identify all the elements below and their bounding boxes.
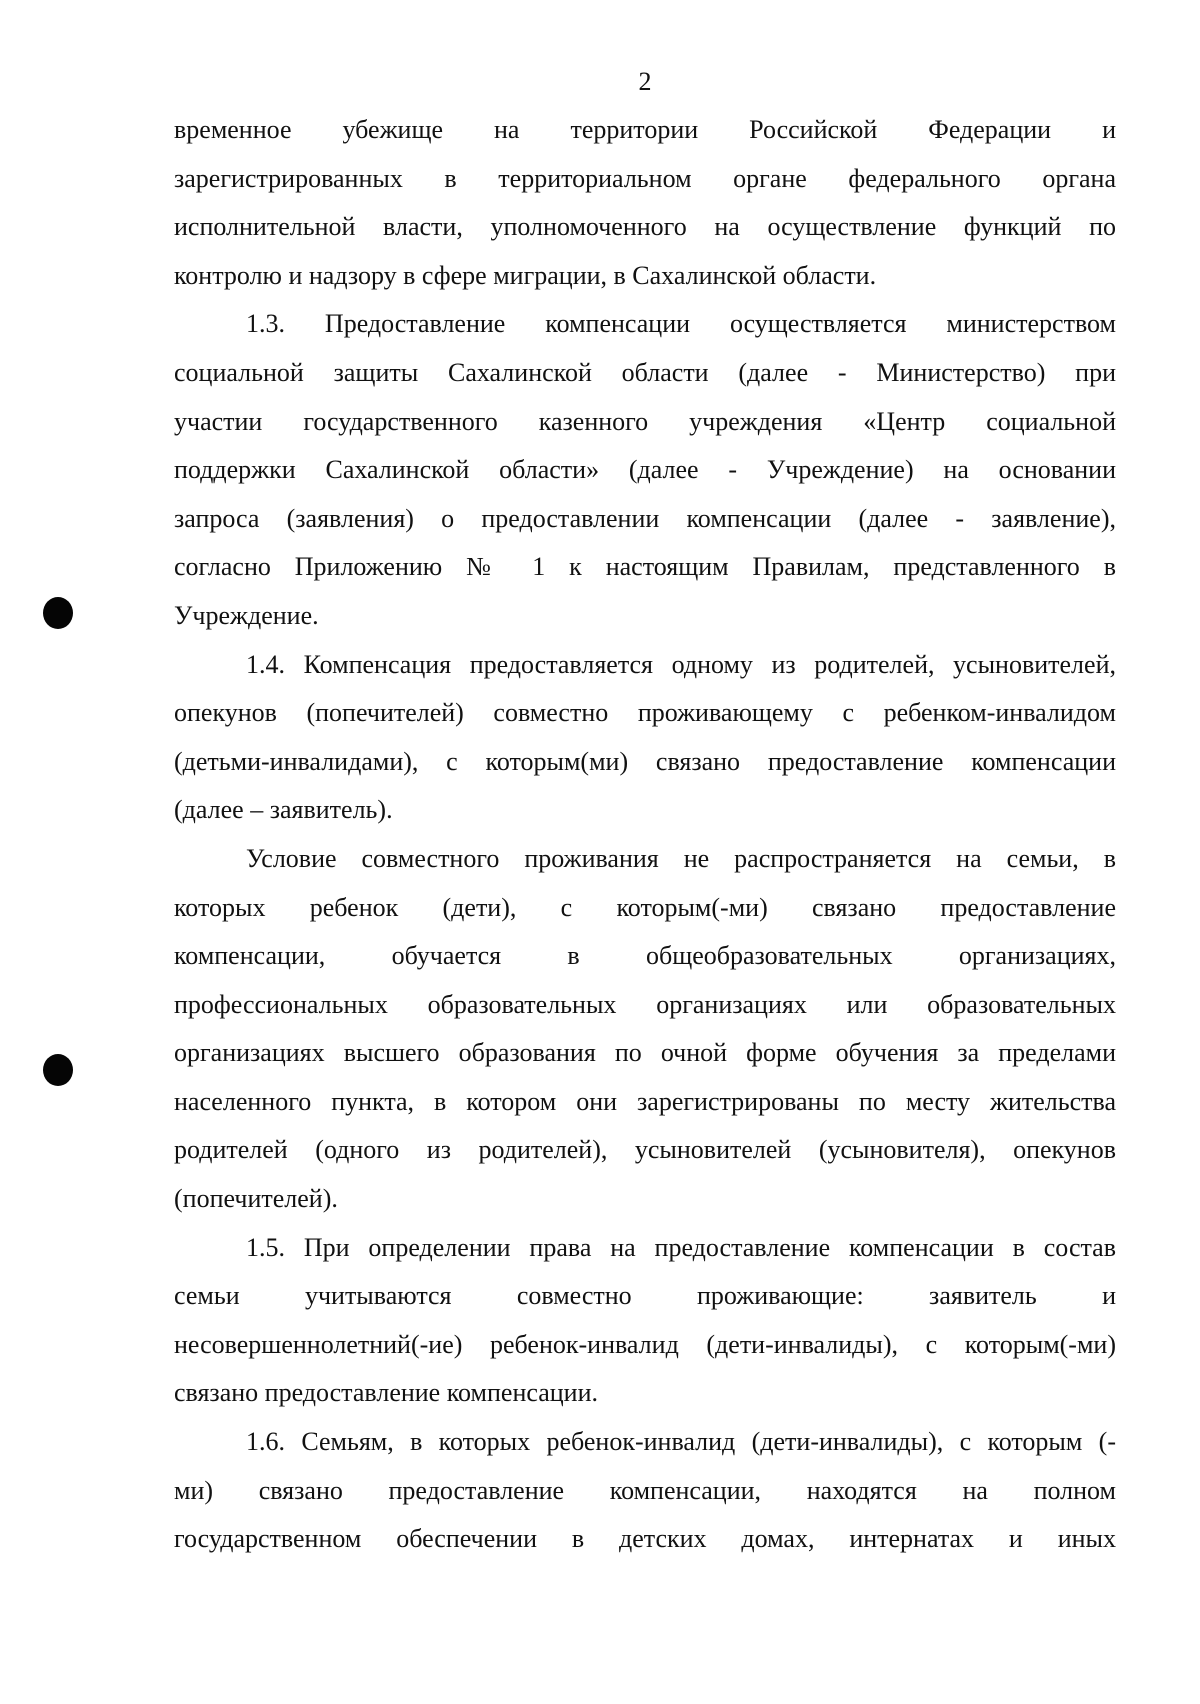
punch-hole [43, 597, 73, 629]
text-line: Условие совместного проживания не распространяется на семьи, в [246, 843, 1116, 873]
text-line: социальной защиты Сахалинской области (далее - Министерство) при [174, 357, 1116, 387]
punch-hole [43, 1054, 73, 1086]
text-line: ми) связано предоставление компенсации, находятся на полном [174, 1475, 1116, 1505]
text-line: (детьми-инвалидами), с которым(ми) связано предоставление компенсации [174, 746, 1116, 776]
text-line: 1.3. Предоставление компенсации осуществляется министерством [246, 309, 1116, 339]
text-line: опекунов (попечителей) совместно проживающему с ребенком-инвалидом [174, 698, 1116, 728]
text-line: семьи учитываются совместно проживающие: заявитель и [174, 1281, 1116, 1311]
text-line: 1.5. При определении права на предоставление компенсации в состав [246, 1232, 1116, 1262]
text-line: компенсации, обучается в общеобразовательных организациях, [174, 941, 1116, 971]
text-line: 1.6. Семьям, в которых ребенок-инвалид (дети-инвалиды), с которым (- [246, 1427, 1116, 1457]
text-line: несовершеннолетний(-ие) ребенок-инвалид (дети-инвалиды), с которым(-ми) [174, 1329, 1116, 1359]
document-body [174, 110, 1116, 1568]
text-line: 1.4. Компенсация предоставляется одному из родителей, усыновителей, [246, 649, 1116, 679]
text-line: которых ребенок (дети), с которым(-ми) связано предоставление [174, 892, 1116, 922]
text-line: исполнительной власти, уполномоченного на осуществление функций по [174, 212, 1116, 242]
text-line: профессиональных образовательных организациях или образовательных [174, 989, 1116, 1019]
text-line: населенного пункта, в котором они зарегистрированы по месту жительства [174, 1086, 1116, 1116]
text-line: организациях высшего образования по очной форме обучения за пределами [174, 1038, 1116, 1068]
text-line: временное убежище на территории Российской Федерации и [174, 115, 1116, 144]
text-line: связано предоставление компенсации. [174, 1378, 598, 1408]
text-line: государственном обеспечении в детских домах, интернатах и иных [174, 1524, 1116, 1554]
text-line: запроса (заявления) о предоставлении компенсации (далее - заявление), [174, 503, 1116, 533]
text-line: участии государственного казенного учреждения «Центр социальной [174, 406, 1116, 436]
text-line: (далее – заявитель). [174, 795, 393, 825]
page-number: 2 [638, 67, 652, 96]
text-line: (попечителей). [174, 1184, 338, 1214]
text-line: Учреждение. [174, 600, 319, 630]
text-line: поддержки Сахалинской области» (далее - Учреждение) на основании [174, 455, 1116, 485]
text-line: родителей (одного из родителей), усыновителей (усыновителя), опекунов [174, 1135, 1116, 1165]
text-line: зарегистрированных в территориальном органе федерального органа [174, 163, 1116, 193]
text-line: контролю и надзору в сфере миграции, в Сахалинской области. [174, 260, 877, 290]
text-line: согласно Приложению № 1 к настоящим Правилам, представленного в [174, 552, 1116, 582]
